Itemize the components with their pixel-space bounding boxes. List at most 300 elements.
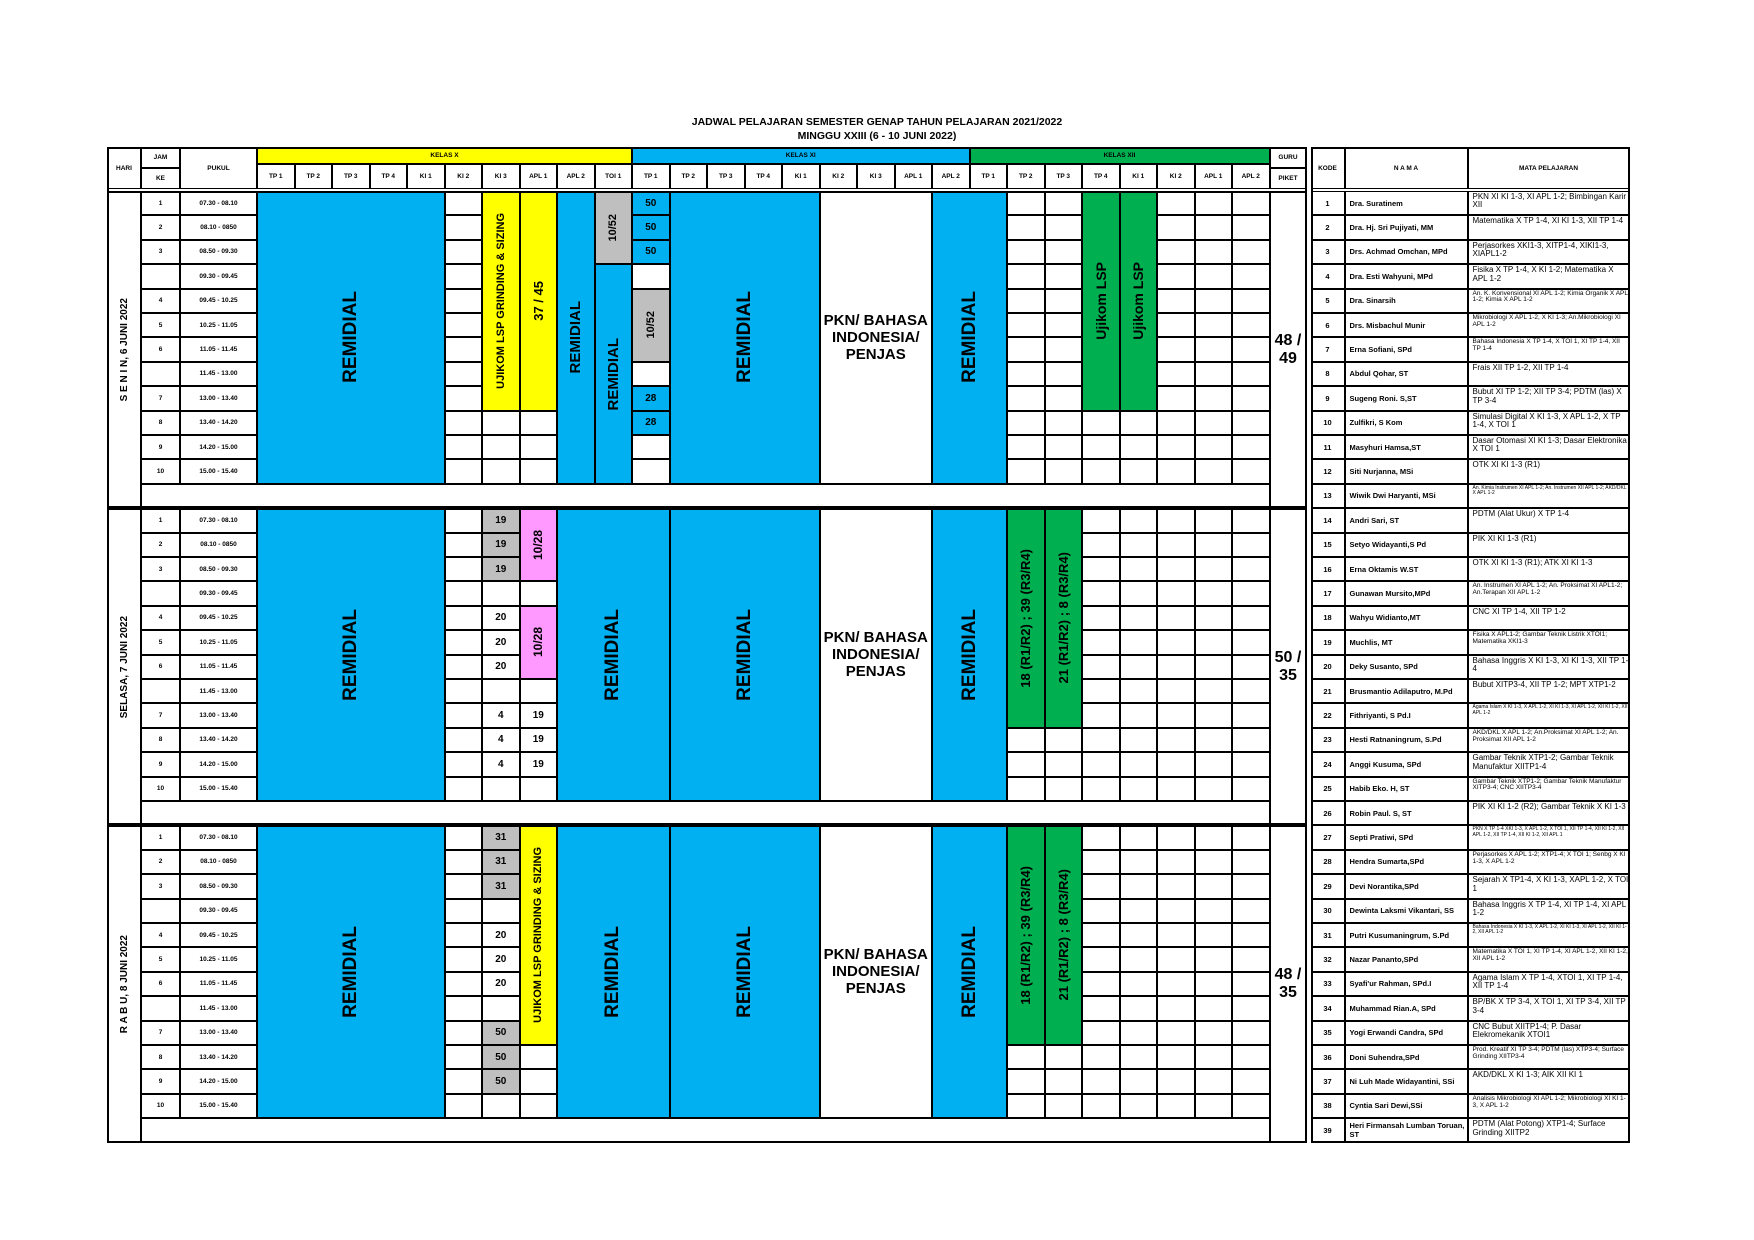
schedule-block[interactable]	[520, 606, 558, 679]
schedule-cell[interactable]	[1232, 923, 1270, 947]
schedule-cell[interactable]	[1007, 289, 1045, 313]
schedule-cell[interactable]	[1157, 337, 1195, 361]
schedule-cell[interactable]	[1195, 337, 1233, 361]
schedule-cell[interactable]	[1157, 215, 1195, 239]
schedule-cell[interactable]	[1195, 581, 1233, 605]
schedule-cell[interactable]	[1007, 240, 1045, 264]
schedule-cell[interactable]	[1157, 947, 1195, 971]
schedule-cell[interactable]	[1082, 459, 1120, 483]
schedule-block[interactable]: 31	[482, 825, 520, 849]
schedule-cell[interactable]	[1045, 337, 1083, 361]
schedule-cell[interactable]	[1082, 825, 1120, 849]
schedule-block[interactable]	[520, 825, 558, 1045]
schedule-cell[interactable]	[1082, 606, 1120, 630]
schedule-cell[interactable]	[1157, 557, 1195, 581]
schedule-cell[interactable]	[1232, 557, 1270, 581]
schedule-cell[interactable]	[445, 240, 483, 264]
schedule-cell[interactable]	[1045, 240, 1083, 264]
schedule-cell[interactable]	[482, 581, 520, 605]
schedule-cell[interactable]	[1082, 679, 1120, 703]
schedule-cell[interactable]	[1195, 1094, 1233, 1118]
schedule-cell[interactable]	[1007, 191, 1045, 215]
schedule-cell[interactable]	[1082, 508, 1120, 532]
schedule-cell[interactable]	[445, 825, 483, 849]
schedule-cell[interactable]	[445, 630, 483, 654]
schedule-cell[interactable]	[1195, 533, 1233, 557]
schedule-cell[interactable]	[1120, 728, 1158, 752]
schedule-cell[interactable]	[1007, 264, 1045, 288]
schedule-cell[interactable]	[1082, 899, 1120, 923]
schedule-cell[interactable]	[1195, 972, 1233, 996]
schedule-cell[interactable]	[1232, 313, 1270, 337]
schedule-cell[interactable]	[1195, 996, 1233, 1020]
schedule-cell[interactable]	[1082, 947, 1120, 971]
schedule-cell[interactable]	[1045, 313, 1083, 337]
schedule-block[interactable]	[670, 825, 820, 1118]
schedule-cell[interactable]	[1157, 703, 1195, 727]
schedule-cell[interactable]	[520, 679, 558, 703]
schedule-block[interactable]: 31	[482, 850, 520, 874]
schedule-cell[interactable]	[445, 1045, 483, 1069]
schedule-block[interactable]: 19	[482, 533, 520, 557]
schedule-cell[interactable]	[1157, 1021, 1195, 1045]
schedule-cell[interactable]	[445, 752, 483, 776]
schedule-cell[interactable]	[445, 899, 483, 923]
schedule-cell[interactable]	[1232, 435, 1270, 459]
schedule-cell[interactable]	[1157, 850, 1195, 874]
schedule-cell[interactable]	[1232, 533, 1270, 557]
schedule-cell[interactable]	[1045, 191, 1083, 215]
schedule-cell[interactable]	[1120, 679, 1158, 703]
schedule-cell[interactable]	[1195, 703, 1233, 727]
schedule-cell[interactable]	[1082, 1021, 1120, 1045]
schedule-cell[interactable]	[1120, 411, 1158, 435]
schedule-cell[interactable]	[445, 508, 483, 532]
schedule-block[interactable]: PKN/ BAHASA INDONESIA/ PENJAS	[820, 191, 933, 484]
schedule-block[interactable]: 4	[482, 703, 520, 727]
schedule-cell[interactable]	[520, 435, 558, 459]
schedule-block[interactable]: 20	[482, 606, 520, 630]
schedule-cell[interactable]	[1232, 581, 1270, 605]
schedule-cell[interactable]	[1007, 362, 1045, 386]
schedule-cell[interactable]	[1045, 1045, 1083, 1069]
schedule-cell[interactable]	[445, 313, 483, 337]
schedule-cell[interactable]	[1232, 679, 1270, 703]
schedule-cell[interactable]	[1232, 215, 1270, 239]
schedule-block[interactable]	[932, 508, 1007, 801]
schedule-cell[interactable]	[1195, 1069, 1233, 1093]
schedule-cell[interactable]	[1195, 435, 1233, 459]
schedule-cell[interactable]	[1157, 533, 1195, 557]
schedule-cell[interactable]	[1045, 1069, 1083, 1093]
schedule-cell[interactable]	[1157, 972, 1195, 996]
schedule-cell[interactable]	[1007, 728, 1045, 752]
schedule-cell[interactable]	[1120, 533, 1158, 557]
schedule-block[interactable]	[670, 191, 820, 484]
schedule-cell[interactable]	[1082, 923, 1120, 947]
schedule-cell[interactable]	[445, 411, 483, 435]
schedule-cell[interactable]	[1120, 1045, 1158, 1069]
schedule-block[interactable]	[595, 191, 633, 264]
schedule-cell[interactable]	[1195, 459, 1233, 483]
schedule-cell[interactable]	[1157, 313, 1195, 337]
schedule-block[interactable]	[557, 191, 595, 484]
schedule-block[interactable]	[670, 508, 820, 801]
schedule-cell[interactable]	[1232, 362, 1270, 386]
schedule-cell[interactable]	[520, 1094, 558, 1118]
schedule-cell[interactable]	[1195, 215, 1233, 239]
schedule-cell[interactable]	[445, 459, 483, 483]
schedule-block[interactable]: 4	[482, 752, 520, 776]
schedule-cell[interactable]	[445, 1021, 483, 1045]
schedule-cell[interactable]	[1045, 215, 1083, 239]
schedule-block[interactable]: 19	[520, 752, 558, 776]
schedule-block[interactable]: 20	[482, 923, 520, 947]
schedule-cell[interactable]	[1157, 362, 1195, 386]
schedule-block[interactable]: 20	[482, 972, 520, 996]
schedule-cell[interactable]	[1082, 1069, 1120, 1093]
schedule-cell[interactable]	[1232, 240, 1270, 264]
schedule-block[interactable]: 50	[482, 1069, 520, 1093]
schedule-cell[interactable]	[482, 1094, 520, 1118]
schedule-block[interactable]	[482, 191, 520, 411]
schedule-cell[interactable]	[1045, 777, 1083, 801]
schedule-cell[interactable]	[1120, 850, 1158, 874]
schedule-cell[interactable]	[1157, 655, 1195, 679]
schedule-cell[interactable]	[445, 996, 483, 1020]
schedule-cell[interactable]	[1082, 777, 1120, 801]
schedule-block[interactable]: 20	[482, 655, 520, 679]
schedule-block[interactable]: 4	[482, 728, 520, 752]
schedule-cell[interactable]	[1157, 996, 1195, 1020]
schedule-cell[interactable]	[1157, 1094, 1195, 1118]
schedule-cell[interactable]	[1120, 1094, 1158, 1118]
schedule-cell[interactable]	[1157, 679, 1195, 703]
schedule-cell[interactable]	[1120, 825, 1158, 849]
schedule-cell[interactable]	[1045, 435, 1083, 459]
schedule-cell[interactable]	[1045, 411, 1083, 435]
schedule-cell[interactable]	[445, 874, 483, 898]
schedule-block[interactable]: 19	[482, 508, 520, 532]
schedule-cell[interactable]	[1195, 289, 1233, 313]
schedule-cell[interactable]	[1007, 386, 1045, 410]
schedule-cell[interactable]	[1120, 1069, 1158, 1093]
schedule-cell[interactable]	[445, 728, 483, 752]
schedule-cell[interactable]	[1157, 191, 1195, 215]
schedule-cell[interactable]	[1120, 655, 1158, 679]
schedule-block[interactable]: 50	[482, 1045, 520, 1069]
schedule-cell[interactable]	[1195, 508, 1233, 532]
schedule-cell[interactable]	[1120, 703, 1158, 727]
schedule-block[interactable]	[632, 289, 670, 362]
schedule-cell[interactable]	[1120, 1021, 1158, 1045]
schedule-block[interactable]: 31	[482, 874, 520, 898]
schedule-cell[interactable]	[445, 215, 483, 239]
schedule-cell[interactable]	[1232, 752, 1270, 776]
schedule-cell[interactable]	[1045, 386, 1083, 410]
schedule-cell[interactable]	[1120, 777, 1158, 801]
schedule-cell[interactable]	[445, 386, 483, 410]
schedule-cell[interactable]	[632, 264, 670, 288]
schedule-cell[interactable]	[1195, 557, 1233, 581]
schedule-block[interactable]	[557, 825, 670, 1118]
schedule-cell[interactable]	[1007, 313, 1045, 337]
schedule-cell[interactable]	[1045, 1094, 1083, 1118]
schedule-cell[interactable]	[1082, 435, 1120, 459]
schedule-cell[interactable]	[445, 703, 483, 727]
schedule-cell[interactable]	[482, 679, 520, 703]
schedule-cell[interactable]	[1082, 728, 1120, 752]
schedule-cell[interactable]	[1082, 996, 1120, 1020]
schedule-cell[interactable]	[1195, 752, 1233, 776]
schedule-cell[interactable]	[1232, 191, 1270, 215]
schedule-block[interactable]	[520, 508, 558, 581]
schedule-cell[interactable]	[520, 459, 558, 483]
schedule-cell[interactable]	[445, 606, 483, 630]
schedule-cell[interactable]	[1082, 581, 1120, 605]
schedule-cell[interactable]	[1007, 337, 1045, 361]
schedule-cell[interactable]	[1120, 972, 1158, 996]
schedule-cell[interactable]	[1195, 777, 1233, 801]
schedule-cell[interactable]	[1120, 874, 1158, 898]
schedule-cell[interactable]	[1157, 825, 1195, 849]
schedule-block[interactable]	[257, 191, 445, 484]
schedule-cell[interactable]	[1157, 923, 1195, 947]
schedule-cell[interactable]	[1157, 728, 1195, 752]
schedule-cell[interactable]	[1045, 728, 1083, 752]
schedule-cell[interactable]	[632, 459, 670, 483]
schedule-cell[interactable]	[445, 557, 483, 581]
schedule-cell[interactable]	[482, 899, 520, 923]
schedule-cell[interactable]	[520, 411, 558, 435]
schedule-block[interactable]: PKN/ BAHASA INDONESIA/ PENJAS	[820, 825, 933, 1118]
schedule-block[interactable]	[557, 508, 670, 801]
schedule-cell[interactable]	[1120, 459, 1158, 483]
schedule-cell[interactable]	[1232, 655, 1270, 679]
schedule-cell[interactable]	[1045, 264, 1083, 288]
schedule-cell[interactable]	[445, 1094, 483, 1118]
schedule-cell[interactable]	[1195, 850, 1233, 874]
schedule-cell[interactable]	[1232, 850, 1270, 874]
schedule-cell[interactable]	[482, 435, 520, 459]
schedule-cell[interactable]	[1120, 581, 1158, 605]
schedule-cell[interactable]	[1120, 435, 1158, 459]
schedule-cell[interactable]	[445, 191, 483, 215]
schedule-cell[interactable]	[1232, 1021, 1270, 1045]
schedule-cell[interactable]	[445, 533, 483, 557]
schedule-cell[interactable]	[1120, 923, 1158, 947]
schedule-cell[interactable]	[1232, 289, 1270, 313]
schedule-cell[interactable]	[1232, 899, 1270, 923]
schedule-cell[interactable]	[1082, 752, 1120, 776]
schedule-block[interactable]: 20	[482, 630, 520, 654]
schedule-cell[interactable]	[520, 581, 558, 605]
schedule-block[interactable]: 19	[482, 557, 520, 581]
schedule-cell[interactable]	[1157, 630, 1195, 654]
schedule-cell[interactable]	[1195, 1021, 1233, 1045]
schedule-cell[interactable]	[1082, 411, 1120, 435]
schedule-block[interactable]: 20	[482, 947, 520, 971]
schedule-cell[interactable]	[1232, 386, 1270, 410]
schedule-cell[interactable]	[1007, 1094, 1045, 1118]
schedule-cell[interactable]	[1120, 508, 1158, 532]
schedule-cell[interactable]	[1157, 752, 1195, 776]
schedule-cell[interactable]	[445, 972, 483, 996]
schedule-cell[interactable]	[1157, 1069, 1195, 1093]
schedule-cell[interactable]	[1195, 240, 1233, 264]
schedule-cell[interactable]	[1232, 703, 1270, 727]
schedule-cell[interactable]	[1007, 1045, 1045, 1069]
schedule-block[interactable]: PKN/ BAHASA INDONESIA/ PENJAS	[820, 508, 933, 801]
schedule-cell[interactable]	[1157, 606, 1195, 630]
schedule-cell[interactable]	[1007, 411, 1045, 435]
schedule-cell[interactable]	[1195, 679, 1233, 703]
schedule-cell[interactable]	[1232, 1069, 1270, 1093]
schedule-cell[interactable]	[1082, 874, 1120, 898]
schedule-cell[interactable]	[1120, 606, 1158, 630]
schedule-block[interactable]	[1045, 508, 1083, 728]
schedule-cell[interactable]	[1007, 752, 1045, 776]
schedule-block[interactable]: 50	[632, 191, 670, 215]
schedule-cell[interactable]	[1157, 264, 1195, 288]
schedule-cell[interactable]	[1157, 508, 1195, 532]
schedule-cell[interactable]	[1157, 289, 1195, 313]
schedule-cell[interactable]	[445, 362, 483, 386]
schedule-cell[interactable]	[1195, 947, 1233, 971]
schedule-block[interactable]	[1007, 508, 1045, 728]
schedule-cell[interactable]	[445, 679, 483, 703]
schedule-cell[interactable]	[520, 1045, 558, 1069]
schedule-cell[interactable]	[1232, 728, 1270, 752]
schedule-cell[interactable]	[1157, 435, 1195, 459]
schedule-cell[interactable]	[1195, 411, 1233, 435]
schedule-block[interactable]	[1082, 191, 1120, 411]
schedule-block[interactable]	[932, 825, 1007, 1118]
schedule-cell[interactable]	[1232, 777, 1270, 801]
schedule-cell[interactable]	[1007, 435, 1045, 459]
schedule-block[interactable]	[520, 191, 558, 411]
schedule-cell[interactable]	[445, 289, 483, 313]
schedule-block[interactable]	[1120, 191, 1158, 411]
schedule-cell[interactable]	[1082, 1045, 1120, 1069]
schedule-block[interactable]: 50	[632, 215, 670, 239]
schedule-cell[interactable]	[445, 850, 483, 874]
schedule-cell[interactable]	[520, 777, 558, 801]
schedule-cell[interactable]	[632, 362, 670, 386]
schedule-block[interactable]	[1007, 825, 1045, 1045]
schedule-cell[interactable]	[1232, 264, 1270, 288]
schedule-cell[interactable]	[1195, 923, 1233, 947]
schedule-cell[interactable]	[1195, 899, 1233, 923]
schedule-cell[interactable]	[1157, 899, 1195, 923]
schedule-cell[interactable]	[1195, 606, 1233, 630]
schedule-cell[interactable]	[1120, 752, 1158, 776]
schedule-block[interactable]: 28	[632, 386, 670, 410]
schedule-cell[interactable]	[445, 337, 483, 361]
schedule-cell[interactable]	[1120, 947, 1158, 971]
schedule-cell[interactable]	[1195, 655, 1233, 679]
schedule-cell[interactable]	[1007, 777, 1045, 801]
schedule-cell[interactable]	[1195, 1045, 1233, 1069]
schedule-cell[interactable]	[1045, 362, 1083, 386]
schedule-cell[interactable]	[1157, 459, 1195, 483]
schedule-cell[interactable]	[1232, 825, 1270, 849]
schedule-cell[interactable]	[1232, 972, 1270, 996]
schedule-block[interactable]	[257, 825, 445, 1118]
schedule-cell[interactable]	[1120, 557, 1158, 581]
schedule-cell[interactable]	[1082, 655, 1120, 679]
schedule-cell[interactable]	[1232, 606, 1270, 630]
schedule-cell[interactable]	[520, 1069, 558, 1093]
schedule-block[interactable]: 19	[520, 728, 558, 752]
schedule-cell[interactable]	[1007, 1069, 1045, 1093]
schedule-cell[interactable]	[1082, 533, 1120, 557]
schedule-cell[interactable]	[1195, 362, 1233, 386]
schedule-cell[interactable]	[1045, 289, 1083, 313]
schedule-cell[interactable]	[445, 1069, 483, 1093]
schedule-cell[interactable]	[1195, 191, 1233, 215]
schedule-cell[interactable]	[445, 435, 483, 459]
schedule-cell[interactable]	[445, 923, 483, 947]
schedule-block[interactable]	[932, 191, 1007, 484]
schedule-cell[interactable]	[1082, 630, 1120, 654]
schedule-cell[interactable]	[1120, 996, 1158, 1020]
schedule-cell[interactable]	[1195, 386, 1233, 410]
schedule-cell[interactable]	[1195, 264, 1233, 288]
schedule-cell[interactable]	[445, 581, 483, 605]
schedule-cell[interactable]	[1082, 972, 1120, 996]
schedule-cell[interactable]	[1195, 630, 1233, 654]
schedule-cell[interactable]	[1232, 947, 1270, 971]
schedule-cell[interactable]	[1007, 215, 1045, 239]
schedule-cell[interactable]	[1232, 411, 1270, 435]
schedule-cell[interactable]	[1157, 1045, 1195, 1069]
schedule-cell[interactable]	[1157, 777, 1195, 801]
schedule-cell[interactable]	[1120, 899, 1158, 923]
schedule-cell[interactable]	[1232, 459, 1270, 483]
schedule-cell[interactable]	[1157, 581, 1195, 605]
schedule-cell[interactable]	[1045, 459, 1083, 483]
schedule-cell[interactable]	[1232, 630, 1270, 654]
schedule-block[interactable]	[595, 264, 633, 484]
schedule-cell[interactable]	[1157, 411, 1195, 435]
schedule-cell[interactable]	[1157, 386, 1195, 410]
schedule-cell[interactable]	[1195, 874, 1233, 898]
schedule-cell[interactable]	[632, 435, 670, 459]
schedule-block[interactable]	[1045, 825, 1083, 1045]
schedule-cell[interactable]	[1195, 313, 1233, 337]
schedule-cell[interactable]	[445, 947, 483, 971]
schedule-block[interactable]	[257, 508, 445, 801]
schedule-cell[interactable]	[1195, 825, 1233, 849]
schedule-cell[interactable]	[1082, 1094, 1120, 1118]
schedule-cell[interactable]	[1157, 240, 1195, 264]
schedule-cell[interactable]	[1232, 1045, 1270, 1069]
schedule-cell[interactable]	[1232, 1094, 1270, 1118]
schedule-cell[interactable]	[445, 655, 483, 679]
schedule-cell[interactable]	[445, 777, 483, 801]
schedule-block[interactable]: 50	[632, 240, 670, 264]
schedule-block[interactable]: 19	[520, 703, 558, 727]
schedule-cell[interactable]	[482, 459, 520, 483]
schedule-block[interactable]: 28	[632, 411, 670, 435]
schedule-cell[interactable]	[1195, 728, 1233, 752]
schedule-cell[interactable]	[1007, 459, 1045, 483]
schedule-cell[interactable]	[445, 264, 483, 288]
schedule-cell[interactable]	[1157, 874, 1195, 898]
schedule-cell[interactable]	[1232, 996, 1270, 1020]
schedule-cell[interactable]	[1082, 850, 1120, 874]
